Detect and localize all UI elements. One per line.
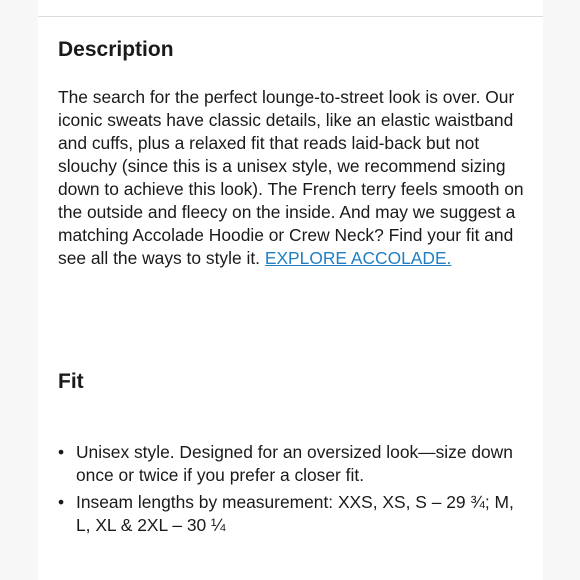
fit-list xyxy=(58,441,528,541)
explore-accolade-link[interactable]: EXPLORE ACCOLADE. xyxy=(264,248,452,268)
bullet-icon: • xyxy=(58,442,65,462)
bullet-icon: • xyxy=(58,492,65,512)
fit-list-item xyxy=(58,441,528,487)
fit-item-text: Unisex style. Designed for an oversized look—size down once or twice if you prefer a closer fit. xyxy=(76,442,513,485)
section-divider xyxy=(38,16,543,17)
fit-list-item xyxy=(58,491,528,537)
product-details-card xyxy=(38,0,543,580)
description-heading: Description xyxy=(58,38,174,61)
fit-heading: Fit xyxy=(58,370,84,393)
fit-item-text: Inseam lengths by measurement: XXS, XS, S – 29 ¾; M, L, XL & 2XL – 30 ¼ xyxy=(76,492,514,535)
description-body xyxy=(58,86,528,270)
description-text: The search for the perfect lounge-to-street look is over. Our iconic sweats have classic details, like an elastic waistband and cuffs, plus a relaxed fit that reads laid-back but not slouchy (since this is a unisex style, we recommend sizing down to achieve this look). The French terry feels smooth on the outside and fleecy on the inside. And may we suggest a matching Accolade Hoodie or Crew Neck? Find your fit and see all the ways to style it. xyxy=(58,87,524,268)
